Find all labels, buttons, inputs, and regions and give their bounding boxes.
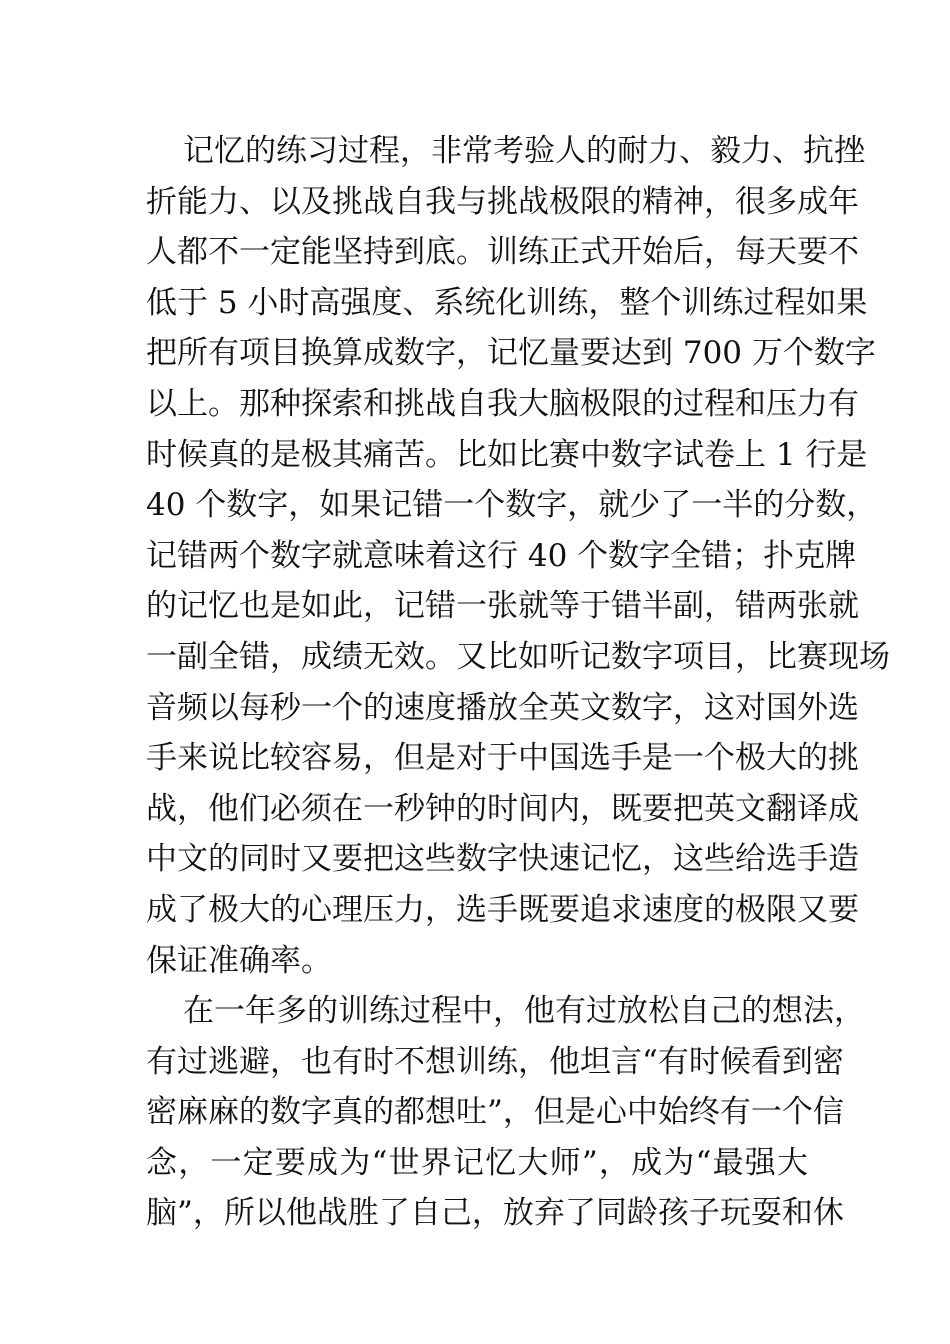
text-line: 40 个数字，如果记错一个数字，就少了一半的分数， [146, 487, 878, 524]
text-line: 记忆的练习过程，非常考验人的耐力、毅力、抗挫 [183, 133, 865, 169]
text-line: 密麻麻的数字真的都想吐”，但是心中始终有一个信 [146, 1094, 844, 1131]
text-line: 把所有项目换算成数字，记忆量要达到 700 万个数字 [146, 335, 876, 372]
text-line: 成了极大的心理压力，选手既要追求速度的极限又要 [146, 891, 859, 928]
text-line: 时候真的是极其痛苦。比如比赛中数字试卷上 1 行是 [146, 436, 868, 473]
text-line: 折能力、以及挑战自我与挑战极限的精神，很多成年 [146, 183, 859, 220]
text-line: 以上。那种探索和挑战自我大脑极限的过程和压力有 [146, 385, 859, 422]
text-line: 音频以每秒一个的速度播放全英文数字，这对国外选 [146, 689, 859, 726]
text-line: 中文的同时又要把这些数字快速记忆，这些给选手造 [146, 841, 859, 878]
text-line: 低于 5 小时高强度、系统化训练，整个训练过程如果 [146, 284, 868, 321]
text-line: 有过逃避，也有时不想训练，他坦言“有时候看到密 [146, 1043, 844, 1080]
text-line: 的记忆也是如此，记错一张就等于错半副，错两张就 [146, 588, 859, 625]
text-line: 保证准确率。 [146, 942, 332, 979]
text-line: 一副全错，成绩无效。又比如听记数字项目，比赛现场 [146, 638, 890, 675]
paragraph-2 [146, 986, 865, 1239]
text-line: 手来说比较容易，但是对于中国选手是一个极大的挑 [146, 740, 859, 777]
text-line: 记错两个数字就意味着这行 40 个数字全错；扑克牌 [146, 537, 857, 574]
document-body [146, 126, 890, 1239]
text-line: 脑”，所以他战胜了自己，放弃了同龄孩子玩耍和休 [146, 1195, 844, 1232]
text-line: 人都不一定能坚持到底。训练正式开始后，每天要不 [146, 234, 859, 271]
text-line: 在一年多的训练过程中，他有过放松自己的想法， [183, 993, 865, 1030]
paragraph-1 [146, 126, 890, 986]
text-line: 战，他们必须在一秒钟的时间内，既要把英文翻译成 [146, 790, 859, 827]
text-line: 念，一定要成为“世界记忆大师”，成为“最强大 [146, 1144, 808, 1181]
